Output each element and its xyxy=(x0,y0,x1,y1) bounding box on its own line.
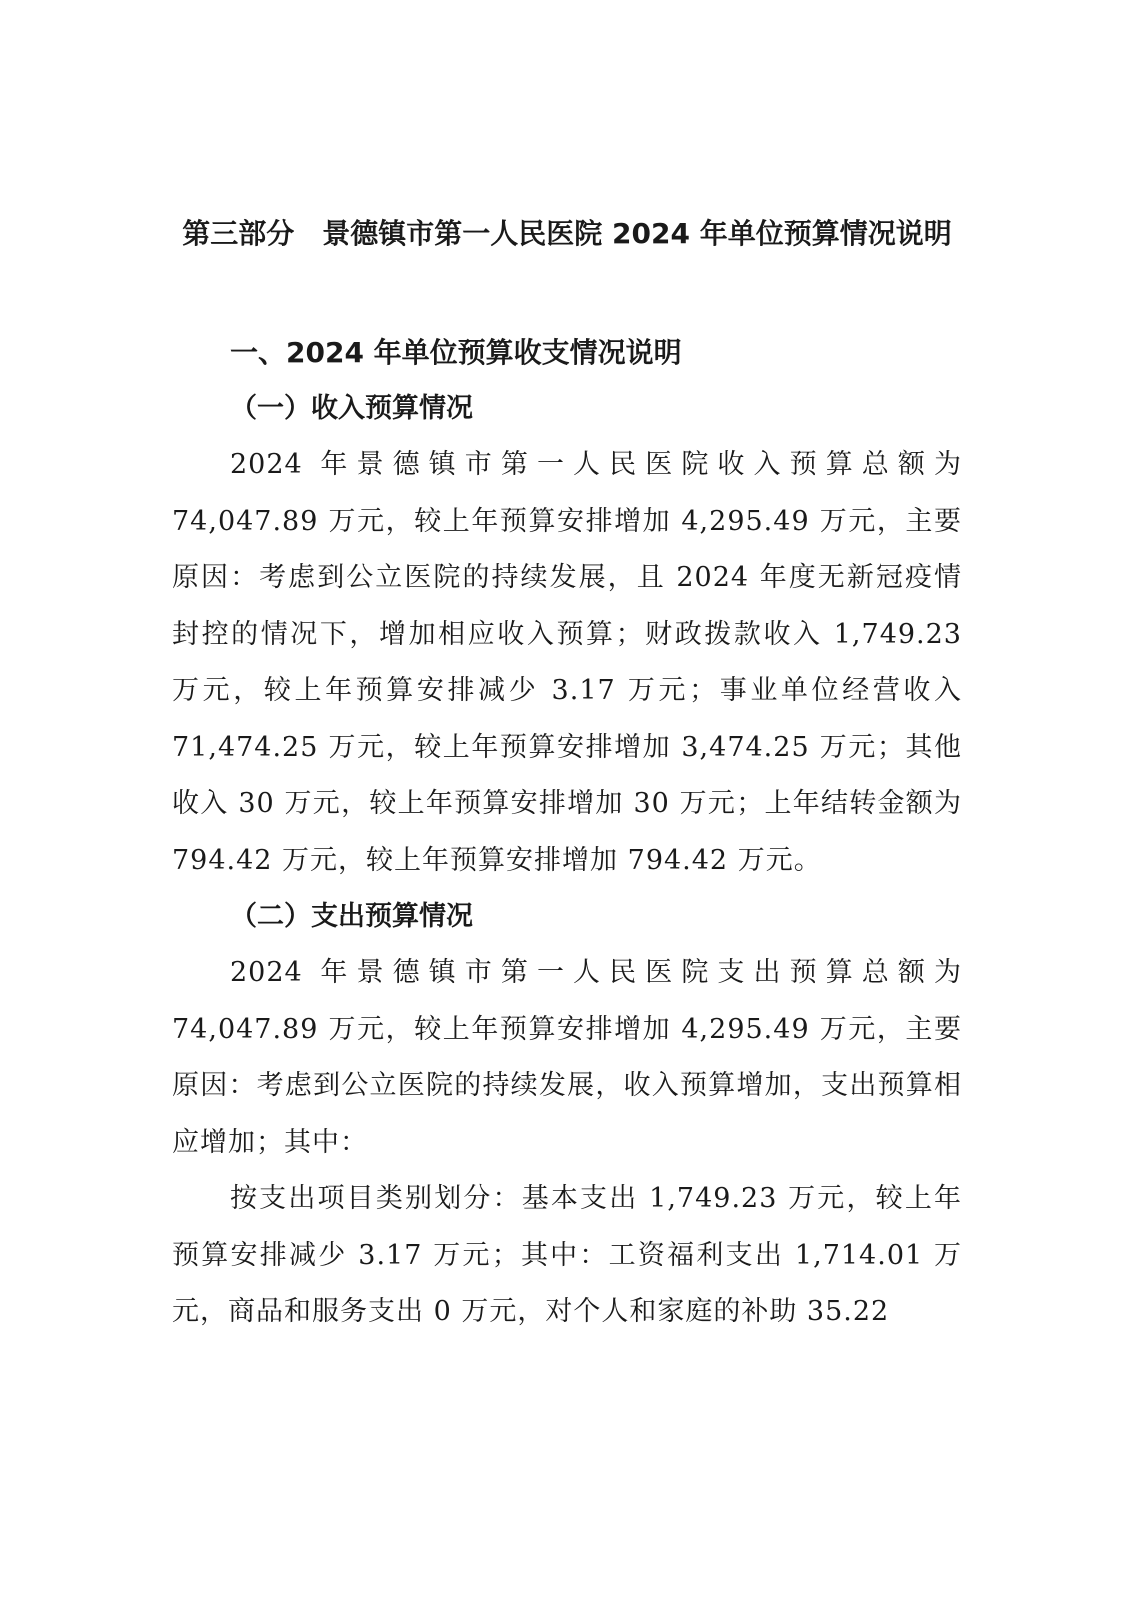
section-heading-budget-overview: 一、2024 年单位预算收支情况说明 xyxy=(230,336,682,369)
subsection-heading-income: （一）收入预算情况 xyxy=(230,393,473,424)
subsection-heading-expenditure: （二）支出预算情况 xyxy=(230,901,473,932)
expenditure-by-category-paragraph: 按支出项目类别划分：基本支出 1,749.23 万元，较上年预算安排减少 3.17 万元；其中：工资福利支出 1,714.01 万元，商品和服务支出 0 万元，对个人和家庭的补助 35.22 xyxy=(172,1183,962,1327)
income-budget-paragraph: 2024 年景德镇市第一人民医院收入预算总额为 74,047.89 万元，较上年预算安排增加 4,295.49 万元，主要原因：考虑到公立医院的持续发展，且 2024 年度无新冠疫情封控的情况下，增加相应收入预算；财政拨款收入 1,749.23 万元，较上年预算安排减少 3.17 万元；事业单位经营收入 71,474.25 万元，较上年预算安排增加 3,474.25 万元；其他收入 30 万元，较上年预算安排增加 30 万元；上年结转金额为 794.42 万元，较上年预算安排增加 794.42 万元。 xyxy=(172,449,962,876)
document-title: 第三部分 景德镇市第一人民医院 2024 年单位预算情况说明 xyxy=(182,217,952,250)
document-page xyxy=(172,205,962,1341)
expenditure-budget-paragraph: 2024 年景德镇市第一人民医院支出预算总额为 74,047.89 万元，较上年预算安排增加 4,295.49 万元，主要原因：考虑到公立医院的持续发展，收入预算增加，支出预算相应增加；其中： xyxy=(172,957,962,1158)
